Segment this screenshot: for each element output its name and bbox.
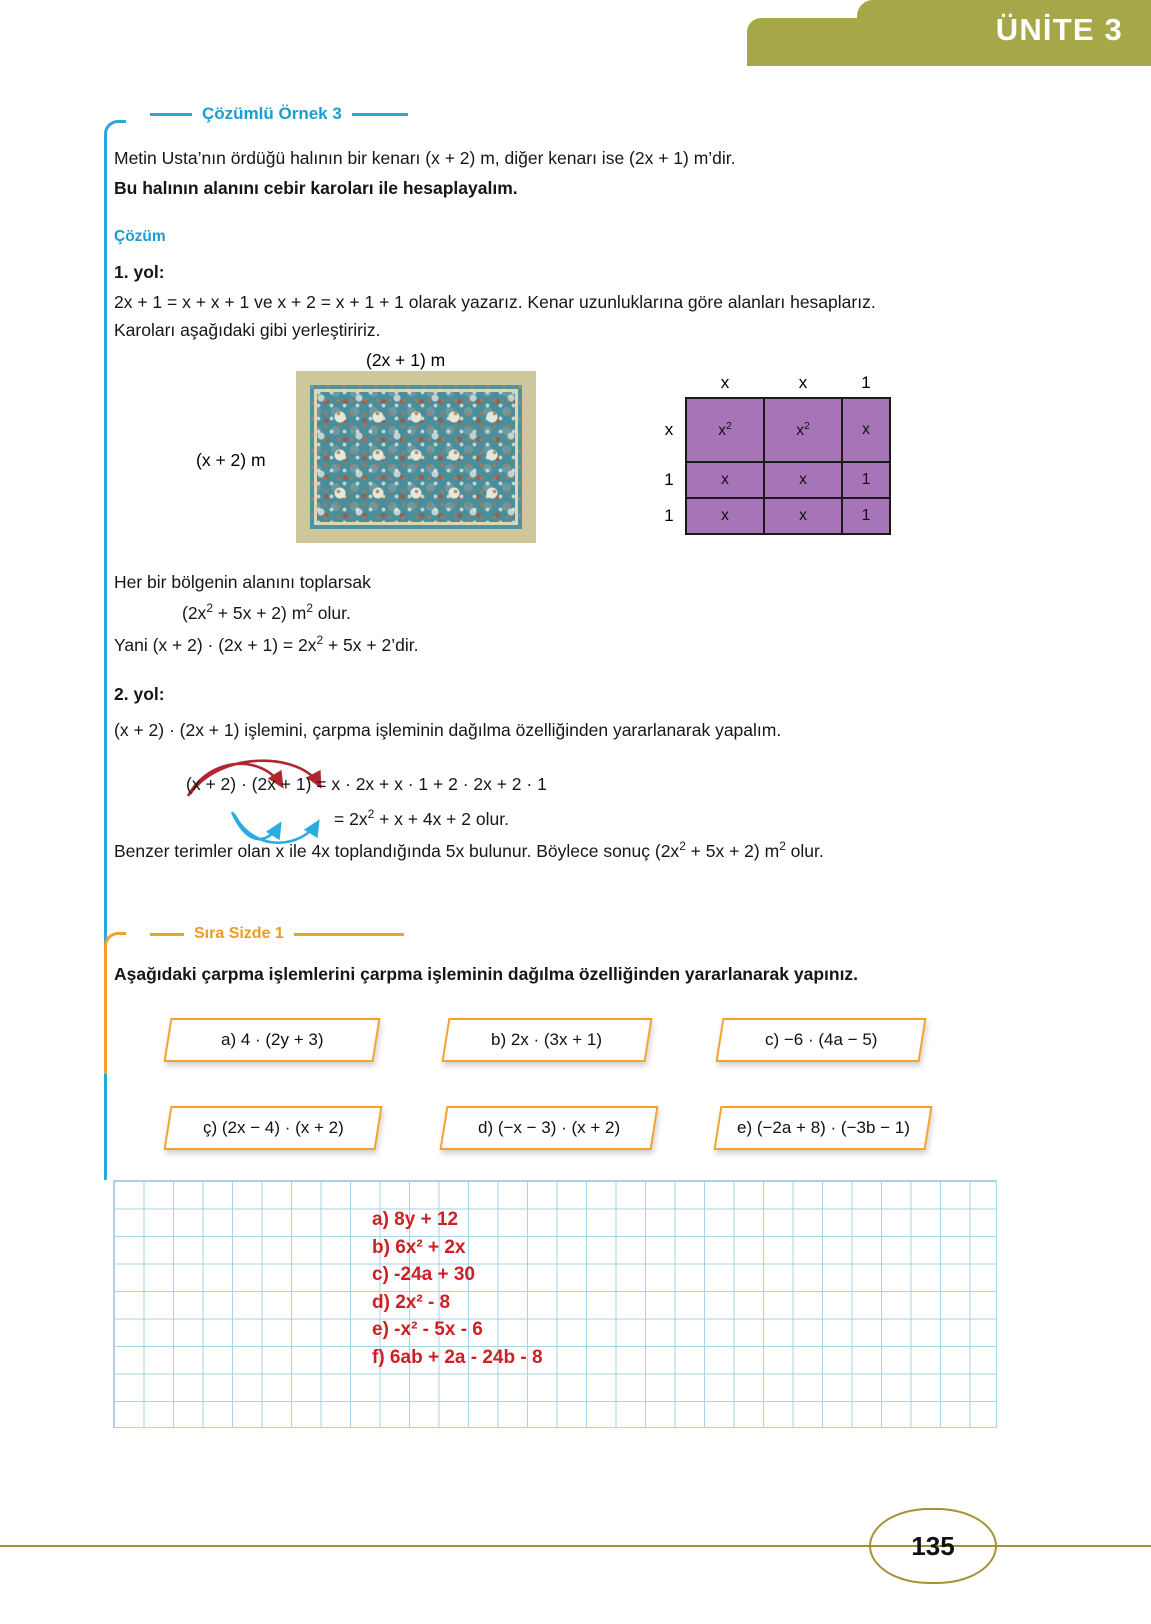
tile-cell: x [686, 462, 764, 498]
practice-item-b-label: b) 2x · (3x + 1) [491, 1030, 603, 1049]
sum-line3-pre: Yani (x + 2) · (2x + 1) = 2x [114, 634, 317, 655]
way1-label: 1. yol: [114, 262, 165, 282]
answer-line: a) 8y + 12 [372, 1209, 459, 1230]
carpet-top-dimension: (2x + 1) m [366, 350, 446, 370]
unit-label: ÜNİTE 3 [995, 12, 1123, 47]
tiles-row [662, 462, 890, 498]
tiles-col-header-0: x [720, 373, 730, 392]
tiles-row [662, 498, 890, 534]
example-statement-line1: Metin Usta’nın ördüğü halının bir kenarı (x + 2) m, diğer kenarı ise (2x + 1) m’dir. [114, 148, 736, 168]
sum-line2-sup2: 2 [306, 601, 313, 615]
practice-item-b[interactable] [442, 1018, 653, 1062]
page-number: 135 [911, 1530, 955, 1561]
tiles-header-row [662, 372, 890, 398]
sum-line2-post: olur. [312, 602, 351, 623]
tile-cell: x [764, 498, 842, 534]
tiles-row-header-0: x [664, 420, 674, 439]
practice-item-e-label: e) (−2a + 8) · (−3b − 1) [736, 1118, 910, 1137]
heading-dash-right [352, 113, 408, 116]
practice-item-d-label: d) (−x − 3) · (x + 2) [477, 1118, 621, 1137]
tiles-col-header-1: x [798, 373, 808, 392]
expand-line2 [334, 806, 509, 832]
conclusion-post: olur. [785, 840, 824, 861]
way1-line2: Karoları aşağıdaki gibi yerleştiririz. [114, 320, 381, 340]
solution-label: Çözüm [114, 228, 166, 245]
practice-item-d[interactable] [440, 1106, 659, 1150]
tiles-row-header-2: 1 [664, 506, 674, 525]
tiles-corner-spacer [662, 372, 686, 398]
tiles-row-header-1: 1 [664, 470, 674, 489]
answer-line: c) -24a + 30 [372, 1264, 475, 1286]
tile-cell: $x^2$ [686, 398, 764, 462]
tiles-row [662, 398, 890, 462]
tile-cell: 1 [842, 462, 890, 498]
example-title: Çözümlü Örnek 3 [202, 104, 342, 123]
arrow-2-to-2x [232, 812, 280, 839]
tile-cell: $x^2$ [764, 398, 842, 462]
practice-item-e[interactable] [714, 1106, 933, 1150]
conclusion-sup1: 2 [679, 839, 686, 853]
tile-cell: x [842, 398, 890, 462]
carpet-inner-field [314, 389, 518, 525]
sum-line3-post: + 5x + 2’dir. [323, 634, 419, 655]
tiles-col-header-2: 1 [861, 373, 871, 392]
expand-line2-sup: 2 [367, 807, 375, 821]
practice-item-c-cedilla-label: ç) (2x − 4) · (x + 2) [202, 1118, 344, 1137]
sum-line3 [114, 632, 418, 658]
practice-item-c-label: c) −6 · (4a − 5) [764, 1030, 878, 1049]
practice-dash-right [294, 933, 404, 936]
way1-line1: 2x + 1 = x + x + 1 ve x + 2 = x + 1 + 1 olarak yazarız. Kenar uzunluklarına göre alanları hesaplarız. [114, 292, 876, 312]
practice-dash-left [150, 933, 184, 936]
practice-item-c[interactable] [716, 1018, 927, 1062]
conclusion-line [114, 838, 824, 864]
sum-line2-sup1: 2 [206, 601, 213, 615]
practice-instruction: Aşağıdaki çarpma işlemlerini çarpma işleminin dağılma özelliğinden yararlanarak yapınız. [114, 964, 859, 984]
sum-line2-mid: + 5x + 2) m [212, 602, 307, 623]
carpet-left-dimension: (x + 2) m [196, 450, 266, 470]
answer-line: f) 6ab + 2a - 24b - 8 [372, 1346, 543, 1368]
practice-item-a-label: a) 4 · (2y + 3) [220, 1030, 324, 1049]
answer-line: b) 6x² + 2x [372, 1236, 466, 1258]
example-statement-line2: Bu halının alanını cebir karoları ile hesaplayalım. [114, 178, 518, 198]
sum-line3-sup: 2 [316, 633, 324, 647]
conclusion-sup2: 2 [779, 839, 786, 853]
answer-notes [372, 1206, 543, 1372]
page-number-badge [869, 1508, 997, 1584]
expand-line2-post: + x + 4x + 2 olur. [374, 808, 509, 829]
carpet-figure [296, 371, 536, 543]
expand-line1: (x + 2) · (2x + 1) = x · 2x + x · 1 + 2 · 2x + 2 · 1 [186, 774, 547, 794]
unit-header-banner [747, 0, 1151, 66]
sum-line1: Her bir bölgenin alanını toplarsak [114, 572, 371, 592]
answer-line: e) -x² - 5x - 6 [372, 1319, 483, 1341]
conclusion-pre: Benzer terimler olan x ile 4x toplandığında 5x bulunur. Böylece sonuç (2x [114, 840, 680, 861]
tile-cell: 1 [842, 498, 890, 534]
practice-title: Sıra Sizde 1 [194, 925, 284, 942]
practice-item-c-cedilla[interactable] [164, 1106, 383, 1150]
way2-label: 2. yol: [114, 684, 165, 704]
tile-cell: x [764, 462, 842, 498]
tile-cell: x [686, 498, 764, 534]
carpet-image [296, 371, 536, 543]
algebra-tiles-figure [662, 372, 891, 535]
practice-block-rule [104, 932, 126, 1074]
heading-dash-left [150, 113, 192, 116]
answer-line: d) 2x² - 8 [372, 1291, 451, 1313]
sum-line2 [182, 600, 351, 626]
answer-grid-paper [113, 1180, 997, 1428]
expand-line2-pre: = 2x [334, 808, 368, 829]
sum-line2-pre: (2x [182, 602, 207, 623]
conclusion-mid: + 5x + 2) m [685, 840, 780, 861]
practice-item-a[interactable] [164, 1018, 381, 1062]
algebra-tiles-table [662, 372, 891, 535]
way2-intro: (x + 2) · (2x + 1) işlemini, çarpma işleminin dağılma özelliğinden yararlanarak yapalım. [114, 720, 782, 740]
example-heading [150, 104, 408, 124]
practice-heading [150, 925, 404, 943]
